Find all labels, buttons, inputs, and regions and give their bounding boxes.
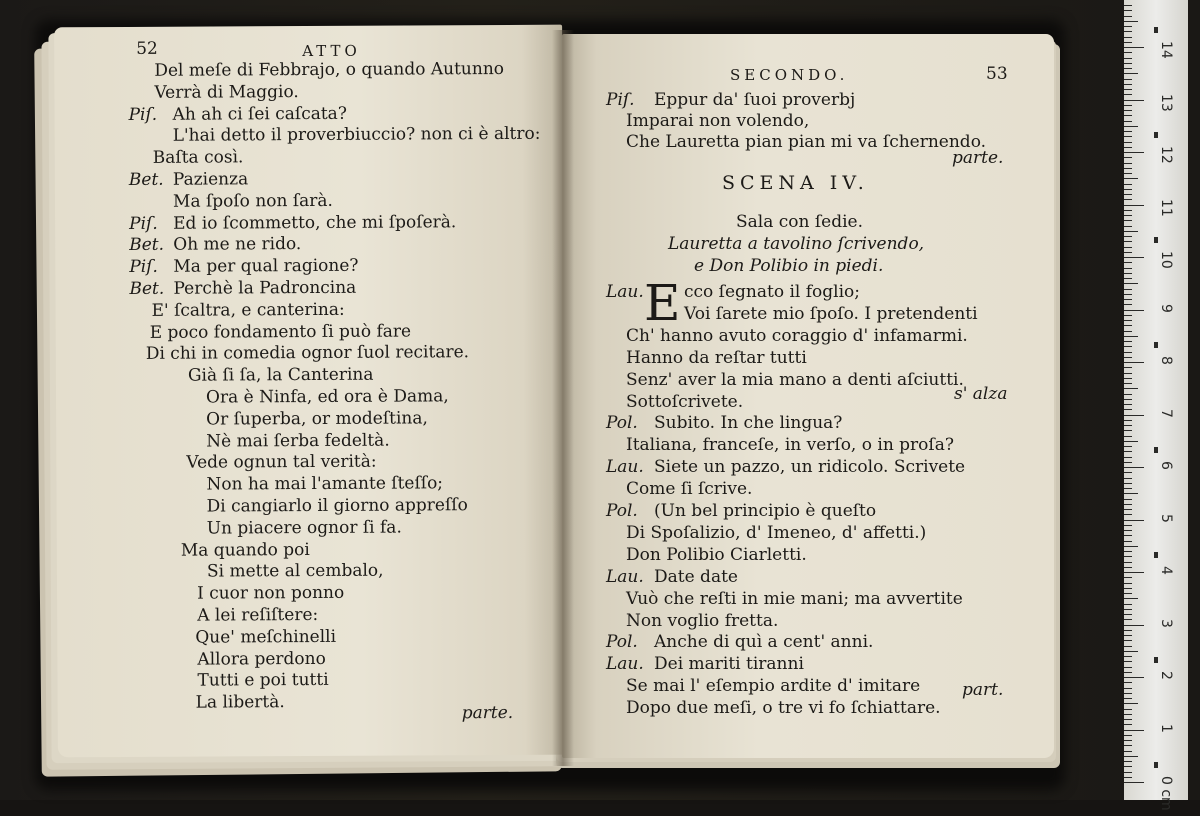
exit-note: part. — [962, 680, 1004, 700]
ruler-tick — [1124, 719, 1132, 720]
ruler-tick — [1124, 451, 1132, 452]
left-page — [54, 25, 566, 758]
ruler-tick — [1124, 247, 1132, 248]
page-number: 53 — [986, 64, 1008, 84]
text-line: La libertà. — [195, 692, 285, 713]
speaker-label: Piſ. — [606, 90, 635, 110]
ruler-tick — [1124, 609, 1132, 610]
ruler-tick — [1124, 294, 1132, 295]
text-line: Date date — [654, 566, 738, 587]
ruler-tick — [1124, 493, 1138, 494]
ruler-tick — [1124, 504, 1132, 505]
ruler-tick — [1124, 331, 1132, 332]
ruler-tick — [1124, 383, 1132, 384]
text-line: Italiana, franceſe, in verſo, o in proſa? — [626, 435, 954, 456]
ruler-tick — [1124, 357, 1132, 358]
ruler-tick — [1124, 567, 1132, 568]
ruler-tick — [1124, 682, 1132, 683]
text-line: Non voglio fretta. — [626, 610, 779, 631]
ruler-label: 3 — [1158, 618, 1174, 628]
text-line: (Un bel principio è queſto — [654, 501, 877, 521]
text-line: cco ſegnato il foglio; — [684, 282, 860, 302]
ruler-tick — [1124, 735, 1132, 736]
ruler-tick — [1124, 499, 1132, 500]
ruler-tick — [1124, 94, 1132, 95]
ruler-tick — [1124, 625, 1144, 626]
ruler-tick — [1124, 205, 1144, 206]
ruler-tick — [1124, 178, 1138, 179]
ruler-tick — [1124, 352, 1132, 353]
ruler-tick — [1124, 84, 1132, 85]
ruler-tick — [1124, 420, 1132, 421]
text-line: Ed io ſcommetto, che mi ſpoſerà. — [173, 211, 457, 234]
ruler-tick — [1124, 173, 1132, 174]
text-line: Vede ognun tal verità: — [186, 452, 377, 474]
ruler-tick — [1124, 388, 1138, 389]
speaker-label: Lau. — [606, 654, 644, 675]
ruler-tick — [1124, 409, 1132, 410]
ruler-tick — [1124, 226, 1132, 227]
speaker-label: Pol. — [606, 413, 638, 434]
ruler-tick — [1124, 698, 1132, 699]
ruler-mark — [1154, 762, 1158, 768]
ruler-tick — [1124, 714, 1132, 715]
speaker-label: Pol. — [606, 501, 638, 521]
text-line: Or ſuperba, or modeſtina, — [206, 408, 428, 430]
ruler-tick — [1124, 100, 1144, 101]
ruler-tick — [1124, 89, 1132, 90]
text-line: Non ha mai l'amante ſteſſo; — [206, 473, 444, 495]
ruler-label: 12 — [1158, 146, 1174, 164]
ruler-label: 4 — [1158, 566, 1174, 575]
ruler-label: 0 cm — [1158, 776, 1174, 811]
ruler-tick — [1124, 667, 1132, 668]
text-line: Que' meſchinelli — [195, 626, 337, 648]
ruler-tick — [1124, 47, 1144, 48]
ruler-tick — [1124, 777, 1132, 778]
ruler-tick — [1124, 152, 1144, 153]
ruler-tick — [1124, 640, 1132, 641]
ruler-tick — [1124, 283, 1138, 284]
ruler-tick — [1124, 163, 1132, 164]
text-line: Don Polibio Ciarletti. — [626, 544, 807, 565]
ruler-tick — [1124, 21, 1138, 22]
aside-note: s' alza — [954, 384, 1008, 404]
ruler-tick — [1124, 58, 1132, 59]
ruler-tick — [1124, 483, 1132, 484]
ruler-label: 5 — [1158, 513, 1174, 523]
ruler-tick — [1124, 278, 1132, 279]
text-line: Di Spoſalizio, d' Imeneo, d' affetti.) — [626, 522, 927, 543]
ruler-tick — [1124, 772, 1132, 773]
ruler-tick — [1124, 378, 1132, 379]
ruler-tick — [1124, 184, 1132, 185]
text-line: Che Lauretta pian pian mi va ſchernendo. — [626, 132, 987, 152]
ruler-tick — [1124, 535, 1132, 536]
page-number: 52 — [136, 38, 158, 59]
ruler-tick — [1124, 394, 1132, 395]
ruler-tick — [1124, 688, 1132, 689]
speaker-label: Lau. — [606, 282, 644, 302]
ruler-label: 7 — [1158, 408, 1174, 418]
ruler-label: 13 — [1158, 93, 1174, 112]
exit-note: parte. — [461, 702, 514, 724]
ruler-mark — [1154, 237, 1158, 243]
ruler-mark — [1154, 132, 1158, 138]
speaker-label: Lau. — [606, 457, 644, 478]
ruler-tick — [1124, 373, 1132, 374]
ruler-tick — [1124, 199, 1132, 200]
ruler-tick — [1124, 472, 1132, 473]
text-line: Siete un pazzo, un ridicolo. Scrivete — [654, 457, 966, 478]
ruler-tick — [1124, 299, 1132, 300]
ruler-tick — [1124, 42, 1132, 43]
text-line: I cuor non ponno — [197, 583, 345, 604]
ruler-tick — [1124, 341, 1132, 342]
ruler-tick — [1124, 646, 1132, 647]
ruler-tick — [1124, 462, 1132, 463]
text-line: Eppur da' ſuoi proverbj — [654, 90, 856, 110]
ruler-tick — [1124, 635, 1132, 636]
ruler-tick — [1124, 231, 1138, 232]
text-line: Anche di quì a cent' anni. — [654, 632, 874, 653]
ruler-tick — [1124, 672, 1132, 673]
ruler-tick — [1124, 436, 1132, 437]
ruler-tick — [1124, 745, 1132, 746]
ruler-label: 10 — [1158, 251, 1174, 269]
ruler-tick — [1124, 619, 1132, 620]
ruler-tick — [1124, 514, 1132, 515]
ruler-tick — [1124, 425, 1132, 426]
stage-direction: e Don Polibio in piedi. — [694, 256, 884, 276]
ruler-tick — [1124, 73, 1138, 74]
ruler-tick — [1124, 404, 1132, 405]
text-line: Voi ſarete mio ſpoſo. I pretendenti — [684, 303, 978, 324]
ruler-tick — [1124, 5, 1132, 6]
text-line: Imparai non volendo, — [626, 111, 810, 131]
text-line: Dei mariti tiranni — [654, 654, 804, 675]
ruler-tick — [1124, 273, 1132, 274]
ruler-mark — [1154, 447, 1158, 453]
text-line: L'hai detto il proverbiuccio? non ci è altro: — [172, 124, 541, 147]
ruler-tick — [1124, 310, 1144, 311]
ruler-tick — [1124, 415, 1144, 416]
ruler-tick — [1124, 320, 1132, 321]
text-line: Nè mai ſerba fedeltà. — [206, 430, 390, 452]
ruler-tick — [1124, 194, 1132, 195]
ruler-tick — [1124, 457, 1132, 458]
ruler-tick — [1124, 121, 1132, 122]
ruler-tick — [1124, 241, 1132, 242]
ruler-tick — [1124, 215, 1132, 216]
speaker-label: Piſ. — [128, 104, 158, 125]
text-line: Vuò che reſti in mie mani; ma avvertite — [626, 588, 963, 609]
ruler-label: 1 — [1158, 723, 1174, 733]
ruler-tick — [1124, 110, 1132, 111]
speaker-label: Piſ. — [129, 213, 158, 234]
ruler-tick — [1124, 730, 1144, 731]
ruler-tick — [1124, 583, 1132, 584]
text-line: Ch' hanno avuto coraggio d' infamarmi. — [626, 325, 968, 346]
text-line: Ma ſpoſo non ſarà. — [172, 190, 333, 212]
ruler-tick — [1124, 10, 1132, 11]
ruler-tick — [1124, 604, 1132, 605]
ruler-tick — [1124, 430, 1132, 431]
text-line: Come ſi ſcrive. — [626, 479, 753, 500]
text-line: Oh me ne rido. — [173, 234, 302, 256]
ruler-tick — [1124, 546, 1138, 547]
ruler-tick — [1124, 572, 1144, 573]
ruler-tick — [1124, 336, 1138, 337]
scene-title: SCENA IV. — [722, 172, 869, 194]
ruler-tick — [1124, 262, 1132, 263]
ruler-tick — [1124, 656, 1132, 657]
ruler-tick — [1124, 131, 1132, 132]
speaker-label: Piſ. — [129, 256, 158, 278]
ruler-tick — [1124, 304, 1132, 305]
ruler-tick — [1124, 766, 1132, 767]
ruler-tick — [1124, 26, 1132, 27]
text-line: Di cangiarlo il giorno appreſſo — [206, 495, 468, 517]
ruler-tick — [1124, 651, 1138, 652]
ruler-tick — [1124, 37, 1132, 38]
text-line: Subito. In che lingua? — [654, 413, 843, 434]
ruler-tick — [1124, 105, 1132, 106]
ruler-label: 8 — [1158, 356, 1174, 365]
ruler-tick — [1124, 441, 1138, 442]
text-line: Perchè la Padroncina — [173, 277, 357, 299]
ruler-tick — [1124, 168, 1132, 169]
running-head: ATTO — [302, 41, 361, 61]
measuring-ruler — [1124, 0, 1188, 811]
ruler-tick — [1124, 530, 1132, 531]
ruler-tick — [1124, 467, 1144, 468]
text-line: Già ſi ſa, la Canterina — [187, 364, 374, 386]
ruler-mark — [1154, 552, 1158, 558]
ruler-tick — [1124, 740, 1132, 741]
text-line: E poco fondamento ſi può fare — [149, 321, 412, 343]
ruler-tick — [1124, 703, 1138, 704]
book-gutter — [552, 30, 574, 766]
text-line: Allora perdono — [197, 648, 326, 670]
ruler-tick — [1124, 147, 1132, 148]
ruler-label: 11 — [1158, 198, 1174, 217]
ruler-tick — [1124, 577, 1132, 578]
ruler-tick — [1124, 315, 1132, 316]
ruler-tick — [1124, 525, 1132, 526]
ruler-tick — [1124, 220, 1132, 221]
ruler-tick — [1124, 541, 1132, 542]
ruler-tick — [1124, 661, 1132, 662]
ruler-tick — [1124, 257, 1144, 258]
text-line: A lei reſiſtere: — [197, 604, 319, 626]
ruler-tick — [1124, 598, 1138, 599]
ruler-tick — [1124, 446, 1132, 447]
ruler-tick — [1124, 756, 1138, 757]
ruler-tick — [1124, 509, 1132, 510]
ruler-tick — [1124, 189, 1132, 190]
ruler-mark — [1154, 657, 1158, 663]
running-head: SECONDO. — [730, 66, 849, 84]
ruler-tick — [1124, 709, 1132, 710]
ruler-tick — [1124, 126, 1138, 127]
text-line: E' ſcaltra, e canterina: — [151, 299, 345, 321]
ruler-tick — [1124, 724, 1132, 725]
text-line: Sottoſcrivete. — [626, 391, 744, 412]
ruler-label: 2 — [1158, 671, 1174, 680]
ruler-tick — [1124, 556, 1132, 557]
ruler-tick — [1124, 614, 1132, 615]
ruler-label: 14 — [1158, 41, 1174, 59]
ruler-tick — [1124, 593, 1132, 594]
ruler-tick — [1124, 630, 1132, 631]
speaker-label: Bet. — [129, 278, 165, 299]
ruler-tick — [1124, 488, 1132, 489]
text-line: Baſta così. — [152, 147, 244, 169]
ruler-tick — [1124, 588, 1132, 589]
speaker-label: Bet. — [128, 169, 164, 190]
ruler-tick — [1124, 751, 1132, 752]
ruler-tick — [1124, 31, 1132, 32]
scene-setting: Sala con ſedie. — [736, 212, 864, 232]
text-line: Ora è Ninfa, ed ora è Dama, — [205, 386, 449, 408]
ruler-tick — [1124, 399, 1132, 400]
ruler-tick — [1124, 157, 1132, 158]
text-line: Pazienza — [172, 169, 249, 190]
text-line: Ah ah ci ſei caſcata? — [172, 103, 347, 125]
ruler-tick — [1124, 346, 1132, 347]
stage-direction: Lauretta a tavolino ſcrivendo, — [668, 234, 925, 254]
ruler-tick — [1124, 367, 1132, 368]
text-line: Un piacere ognor ſi fa. — [206, 517, 402, 539]
text-line: Del meſe di Febbrajo, o quando Autunno — [154, 58, 505, 81]
text-line: Verrà di Maggio. — [154, 81, 299, 103]
text-line: Si mette al cembalo, — [206, 561, 384, 582]
ruler-tick — [1124, 252, 1132, 253]
text-line: Dopo due meſi, o tre vi fo ſchiattare. — [626, 698, 941, 719]
ruler-tick — [1124, 562, 1132, 563]
ruler-tick — [1124, 52, 1132, 53]
speaker-label: Lau. — [606, 566, 644, 587]
ruler-tick — [1124, 782, 1144, 783]
text-line: Senz' aver la mia mano a denti aſciutti. — [626, 369, 964, 390]
ruler-tick — [1124, 136, 1132, 137]
ruler-tick — [1124, 289, 1132, 290]
right-page — [562, 34, 1054, 758]
ruler-tick — [1124, 16, 1132, 17]
ruler-tick — [1124, 520, 1144, 521]
speaker-label: Pol. — [606, 632, 638, 653]
ruler-tick — [1124, 268, 1132, 269]
ruler-mark — [1154, 27, 1158, 33]
ruler-tick — [1124, 63, 1132, 64]
speaker-label: Bet. — [129, 235, 165, 256]
ruler-tick — [1124, 551, 1132, 552]
ruler-tick — [1124, 693, 1132, 694]
ruler-tick — [1124, 142, 1132, 143]
drop-cap: E — [644, 274, 681, 332]
ruler-tick — [1124, 115, 1132, 116]
ruler-tick — [1124, 362, 1144, 363]
text-line: Se mai l' eſempio ardite d' imitare — [626, 676, 921, 697]
ruler-tick — [1124, 478, 1132, 479]
ruler-tick — [1124, 761, 1132, 762]
ruler-tick — [1124, 68, 1132, 69]
exit-note: parte. — [952, 148, 1004, 168]
text-line: Di chi in comedia ognor ſuol recitare. — [145, 342, 470, 365]
text-line: Tutti e poi tutti — [197, 670, 329, 691]
ruler-mark — [1154, 342, 1158, 348]
ruler-label: 6 — [1158, 461, 1174, 470]
ruler-tick — [1124, 79, 1132, 80]
ruler-tick — [1124, 210, 1132, 211]
text-line: Ma per qual ragione? — [173, 255, 359, 277]
ruler-tick — [1124, 677, 1144, 678]
text-line: Ma quando poi — [180, 539, 310, 561]
ruler-tick — [1124, 325, 1132, 326]
text-line: Hanno da reſtar tutti — [626, 347, 807, 368]
ruler-label: 9 — [1158, 303, 1174, 313]
ruler-tick — [1124, 236, 1132, 237]
